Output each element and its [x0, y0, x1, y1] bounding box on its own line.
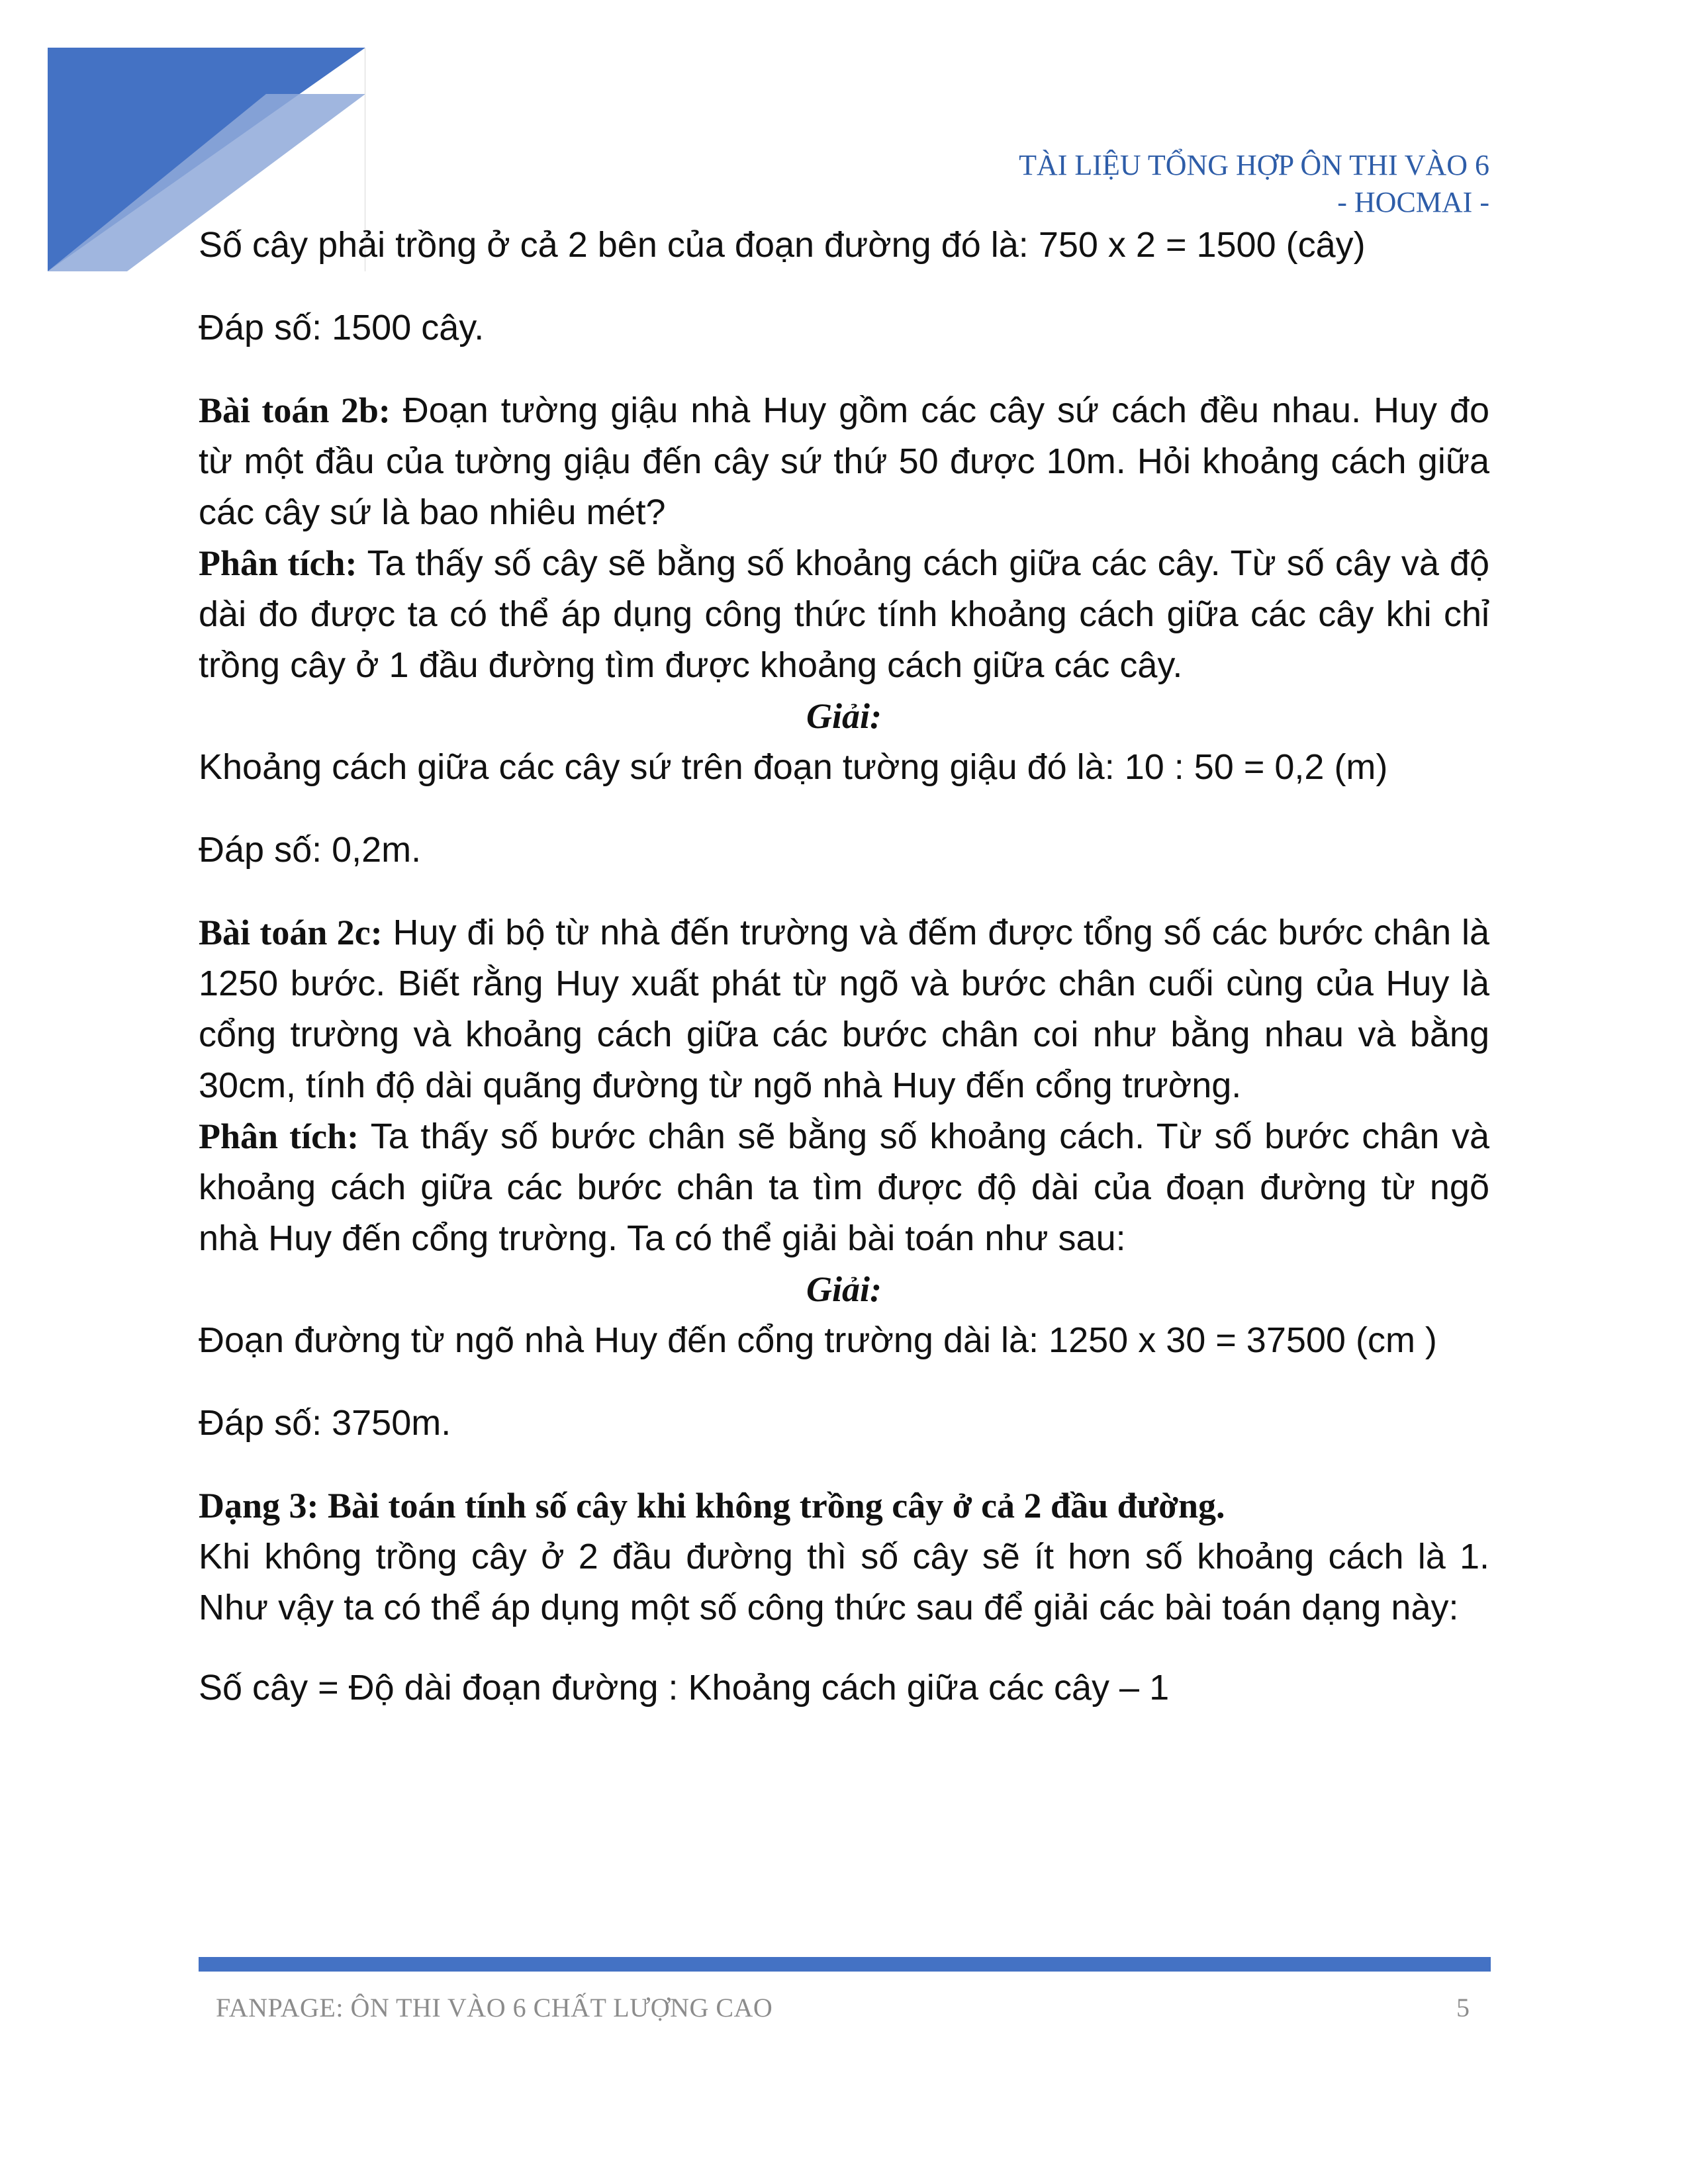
problem-label: Bài toán 2b:	[199, 390, 391, 430]
answer-line: Đáp số: 1500 cây.	[199, 308, 485, 347]
solution-line: Đoạn đường từ ngõ nhà Huy đến cổng trường dài là: 1250 x 30 = 37500 (cm )	[199, 1320, 1437, 1360]
solution-heading: Giải:	[806, 696, 882, 736]
solution-heading: Giải:	[806, 1269, 882, 1309]
section-heading	[199, 1480, 1489, 1531]
problem-label: Bài toán 2c:	[199, 913, 383, 952]
analysis-label: Phân tích:	[199, 543, 357, 583]
document-body	[199, 220, 1489, 1713]
solution-line: Khoảng cách giữa các cây sứ trên đoạn tường giậu đó là: 10 : 50 = 0,2 (m)	[199, 747, 1388, 787]
header-title: TÀI LIỆU TỔNG HỢP ÔN THI VÀO 6	[1019, 149, 1489, 181]
answer-line: Đáp số: 3750m.	[199, 1403, 451, 1443]
formula-line: Số cây = Độ dài đoạn đường : Khoảng cách giữa các cây – 1	[199, 1668, 1170, 1707]
problem-2c	[199, 907, 1489, 1111]
analysis-label: Phân tích:	[199, 1116, 359, 1156]
problem-text: Đoạn tường giậu nhà Huy gồm các cây sứ cách đều nhau. Huy đo từ một đầu của tường giậu đến cây sứ thứ 50 được 10m. Hỏi khoảng cách giữa các cây sứ là bao nhiêu mét?	[199, 390, 1489, 532]
header-subtitle: - HOCMAI -	[1337, 186, 1489, 218]
analysis-text: Ta thấy số cây sẽ bằng số khoảng cách giữa các cây. Từ số cây và độ dài đo được ta có thể áp dụng công thức tính khoảng cách giữa các cây khi chỉ trồng cây ở 1 đầu đường tìm được khoảng cách giữa các cây.	[199, 543, 1489, 685]
section-heading-text: Dạng 3: Bài toán tính số cây khi không trồng cây ở cả 2 đầu đường.	[199, 1486, 1225, 1525]
page-number: 5	[1456, 1993, 1470, 2023]
footer-divider	[199, 1957, 1491, 1972]
analysis-2b	[199, 538, 1489, 691]
page-header	[1019, 147, 1489, 221]
analysis-2c	[199, 1111, 1489, 1264]
answer-line: Đáp số: 0,2m.	[199, 830, 422, 870]
footer-fanpage: FANPAGE: ÔN THI VÀO 6 CHẤT LƯỢNG CAO	[216, 1993, 773, 2023]
section-text: Khi không trồng cây ở 2 đầu đường thì số cây sẽ ít hơn số khoảng cách là 1. Như vậy ta có thể áp dụng một số công thức sau để giải các bài toán dạng này:	[199, 1537, 1489, 1627]
problem-2b	[199, 385, 1489, 538]
problem-text: Huy đi bộ từ nhà đến trường và đếm được tổng số các bước chân là 1250 bước. Biết rằng Huy xuất phát từ ngõ và bước chân cuối cùng của Huy là cổng trường và khoảng cách giữa các bước chân coi như bằng nhau và bằng 30cm, tính độ dài quãng đường từ ngõ nhà Huy đến cổng trường.	[199, 913, 1489, 1105]
result-line: Số cây phải trồng ở cả 2 bên của đoạn đường đó là: 750 x 2 = 1500 (cây)	[199, 225, 1366, 265]
analysis-text: Ta thấy số bước chân sẽ bằng số khoảng cách. Từ số bước chân và khoảng cách giữa các bước chân ta tìm được độ dài của đoạn đường từ ngõ nhà Huy đến cổng trường. Ta có thể giải bài toán như sau:	[199, 1116, 1489, 1258]
